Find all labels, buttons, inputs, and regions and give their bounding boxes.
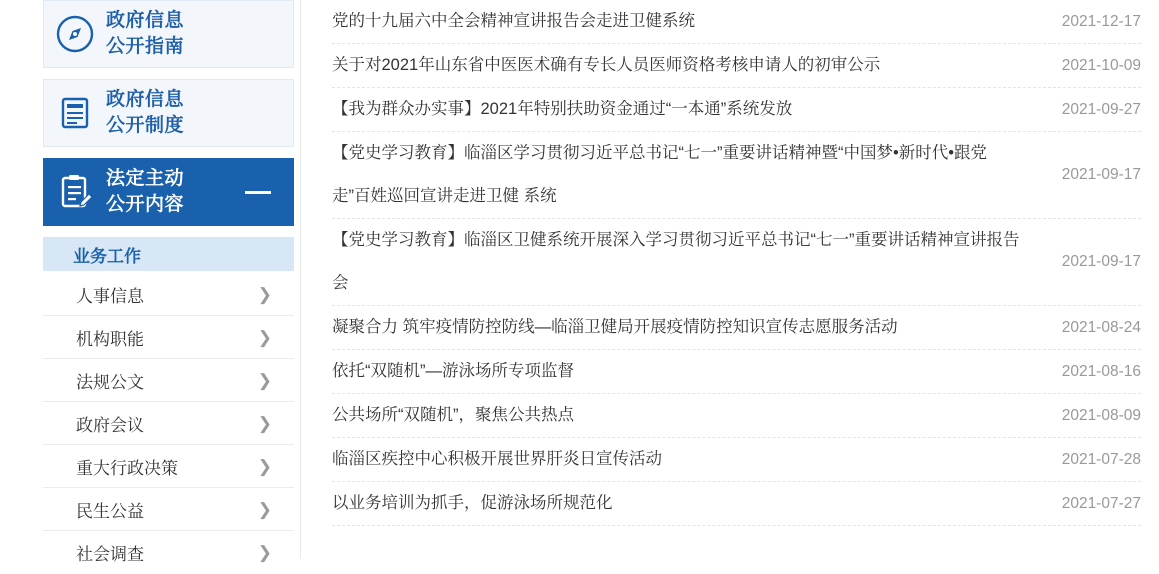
news-date: 2021-08-24 — [1061, 318, 1141, 336]
sidebar-item-institution-functions[interactable] — [43, 316, 294, 359]
news-title[interactable]: 凝聚合力 筑牢疫情防控防线—临淄卫健局开展疫情防控知识宣传志愿服务活动 — [332, 318, 898, 336]
sidebar-item-label: 机构职能 — [76, 329, 144, 349]
sidebar-card-line1: 政府信息 — [106, 10, 185, 31]
sidebar-item-label: 法规公文 — [76, 372, 144, 392]
sidebar-item-regulations[interactable] — [43, 359, 294, 402]
sidebar-card-line2: 公开指南 — [106, 36, 185, 57]
news-date: 2021-08-16 — [1061, 362, 1141, 380]
chevron-right-icon: ❯ — [257, 413, 272, 433]
sidebar-divider — [300, 0, 301, 559]
news-date: 2021-10-09 — [1061, 56, 1141, 74]
news-title[interactable]: 以业务培训为抓手，促游泳场所规范化 — [332, 494, 613, 512]
sidebar-item-major-decisions[interactable] — [43, 445, 294, 488]
news-title[interactable]: 依托“双随机”—游泳场所专项监督 — [332, 362, 574, 380]
list-item[interactable] — [332, 44, 1141, 88]
news-date: 2021-09-17 — [1061, 166, 1141, 183]
chevron-right-icon: ❯ — [257, 327, 272, 347]
news-date: 2021-07-27 — [1061, 494, 1141, 512]
sidebar-item-label: 重大行政决策 — [76, 458, 178, 478]
news-title[interactable]: 关于对2021年山东省中医医术确有专长人员医师资格考核申请人的初审公示 — [332, 56, 881, 74]
news-date: 2021-08-09 — [1061, 406, 1141, 424]
chevron-right-icon: ❯ — [257, 499, 272, 519]
list-item[interactable] — [332, 394, 1141, 438]
list-item[interactable] — [332, 482, 1141, 526]
news-date: 2021-09-27 — [1061, 100, 1141, 118]
news-title[interactable]: 临淄区疾控中心积极开展世界肝炎日宣传活动 — [332, 450, 662, 468]
document-list-icon — [44, 91, 106, 135]
news-title[interactable]: 党的十九届六中全会精神宣讲报告会走进卫健系统 — [332, 12, 695, 30]
sidebar-card-line1: 政府信息 — [106, 89, 185, 110]
sidebar-card-statutory-content[interactable] — [43, 158, 294, 226]
news-title[interactable]: 【我为群众办实事】2021年特别扶助资金通过“一本通”系统发放 — [332, 100, 793, 118]
sidebar-card-label — [106, 87, 184, 139]
news-date: 2021-07-28 — [1061, 450, 1141, 468]
sidebar-card-line1: 法定主动 — [106, 168, 185, 189]
sidebar-card-line2: 公开制度 — [106, 115, 185, 136]
chevron-right-icon: ❯ — [257, 456, 272, 476]
chevron-right-icon: ❯ — [257, 284, 272, 304]
sidebar-item-label: 社会调查 — [76, 545, 144, 564]
sidebar-item-personnel[interactable] — [43, 273, 294, 316]
list-item[interactable] — [332, 350, 1141, 394]
news-date: 2021-12-17 — [1061, 12, 1141, 30]
sidebar-section-header: 业务工作 — [43, 237, 294, 271]
compass-icon — [44, 12, 106, 56]
sidebar-item-public-welfare[interactable] — [43, 488, 294, 531]
sidebar-item-label: 人事信息 — [76, 286, 144, 306]
minus-icon[interactable] — [245, 191, 271, 194]
list-item[interactable] — [332, 0, 1141, 44]
sidebar-item-government-meetings[interactable] — [43, 402, 294, 445]
sidebar-item-social-survey[interactable] — [43, 531, 294, 574]
sidebar-card-line2: 公开内容 — [106, 194, 185, 215]
sidebar — [0, 0, 300, 564]
list-item[interactable] — [332, 219, 1141, 306]
list-item[interactable] — [332, 88, 1141, 132]
news-date: 2021-09-17 — [1061, 253, 1141, 270]
chevron-right-icon: ❯ — [257, 370, 272, 390]
news-title[interactable]: 公共场所“双随机”，聚焦公共热点 — [332, 406, 574, 424]
news-title[interactable]: 【党史学习教育】临淄区卫健系统开展深入学习贯彻习近平总书记“七一”重要讲话精神宣讲报告会 — [332, 231, 1020, 292]
news-list — [300, 0, 1159, 559]
sidebar-item-label: 政府会议 — [76, 415, 144, 435]
chevron-right-icon: ❯ — [257, 543, 272, 562]
clipboard-pen-icon — [44, 170, 106, 214]
list-item[interactable] — [332, 132, 1141, 219]
list-item[interactable] — [332, 306, 1141, 350]
sidebar-card-system[interactable] — [43, 79, 294, 147]
news-title[interactable]: 【党史学习教育】临淄区学习贯彻习近平总书记“七一”重要讲话精神暨“中国梦•新时代•跟党走”百姓巡回宣讲走进卫健 系统 — [332, 144, 988, 205]
sidebar-item-label: 民生公益 — [76, 501, 144, 521]
sidebar-card-label — [106, 8, 184, 60]
sidebar-card-label — [106, 166, 184, 218]
list-item[interactable] — [332, 438, 1141, 482]
sidebar-card-guide[interactable] — [43, 0, 294, 68]
